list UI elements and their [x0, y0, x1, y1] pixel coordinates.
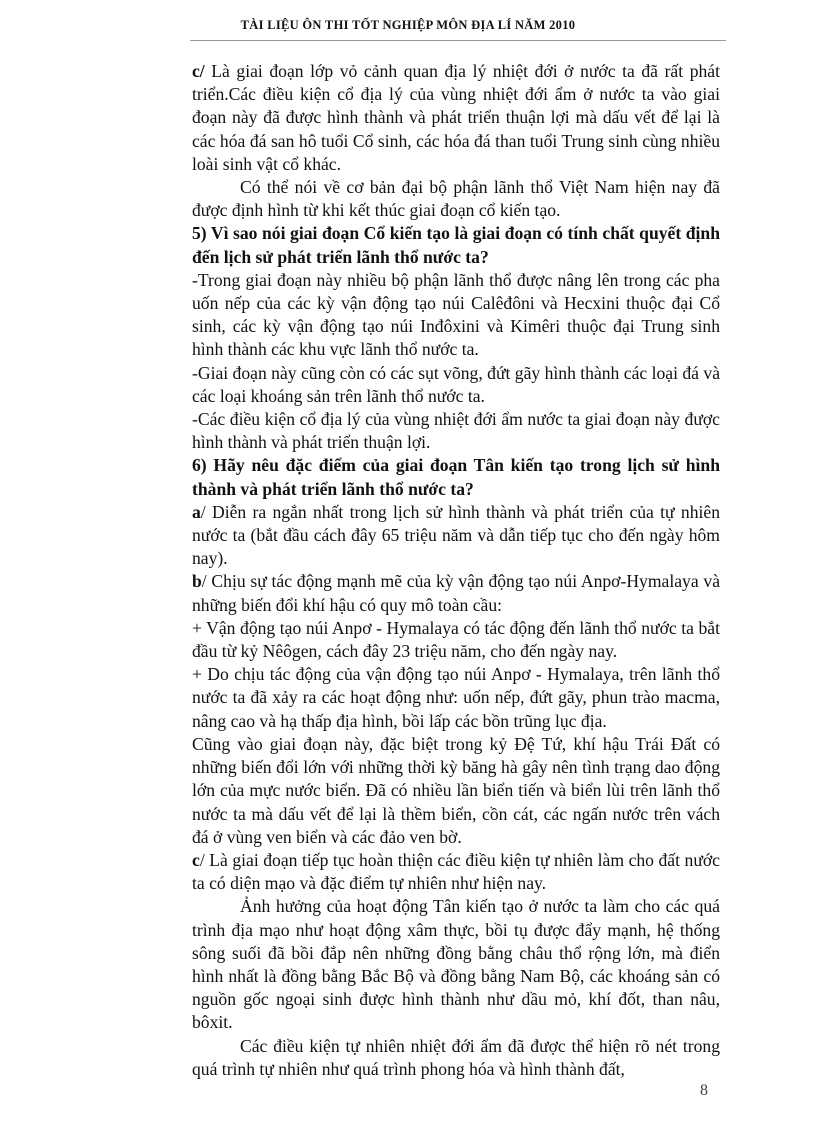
paragraph-natural-conditions: Các điều kiện tự nhiên nhiệt đới ẩm đã được thể hiện rõ nét trong quá trình tự nhiên như quá trình phong hóa và hình thành đất,	[192, 1035, 720, 1079]
question-6-point-b-2: + Do chịu tác động của vận động tạo núi Anpơ - Hymalaya, trên lãnh thổ nước ta đã xảy ra các hoạt động như: uốn nếp, đứt gãy, phun trào macma, nâng cao và hạ thấp địa hình, bồi lấp các bồn trũng lục địa.	[192, 664, 720, 731]
question-5-answer-3: -Các điều kiện cổ địa lý của vùng nhiệt đới ẩm nước ta giai đoạn này được hình thành và phát triển thuận lợi.	[192, 409, 720, 453]
point-c-text: / Là giai đoạn tiếp tục hoàn thiện các điều kiện tự nhiên làm cho đất nước ta có diện mạo và đặc điểm tự nhiên như hiện nay.	[192, 849, 720, 894]
question-6-heading: 6) Hãy nêu đặc điểm của giai đoạn Tân kiến tạo trong lịch sử hình thành và phát triển lãnh thổ nước ta?	[192, 455, 720, 499]
question-6-point-c	[192, 849, 720, 895]
question-5-heading: 5) Vì sao nói giai đoạn Cổ kiến tạo là giai đoạn có tính chất quyết định đến lịch sử phát triển lãnh thổ nước ta?	[192, 223, 720, 267]
page-number: 8	[700, 1082, 708, 1099]
paragraph-c-stage	[192, 60, 720, 176]
page-header-title: TÀI LIỆU ÔN THI TỐT NGHIỆP MÔN ĐỊA LÍ NĂM 2010	[240, 18, 576, 32]
document-body	[192, 60, 720, 1081]
point-b-text: / Chịu sự tác động mạnh mẽ của kỳ vận động tạo núi Anpơ-Hymalaya và những biến đổi khí hậu có quy mô toàn cầu:	[192, 571, 720, 615]
question-5-answer-1: -Trong giai đoạn này nhiều bộ phận lãnh thổ được nâng lên trong các pha uốn nếp của các kỳ vận động tạo núi Calêđôni và Hecxini thuộc đại Cổ sinh, các kỳ vận động tạo núi Inđôxini và Kimêri thuộc đại Trung sinh hình thành các khu vực lãnh thổ nước ta.	[192, 269, 720, 360]
header-divider	[190, 40, 726, 41]
question-6-point-b	[192, 570, 720, 616]
question-5-answer-2: -Giai đoạn này cũng còn có các sụt võng, đứt gãy hình thành các loại đá và các loại khoáng sản trên lãnh thổ nước ta.	[192, 362, 720, 406]
paragraph-summary: Có thể nói về cơ bản đại bộ phận lãnh thổ Việt Nam hiện nay đã được định hình từ khi kết thúc giai đoạn cổ kiến tạo.	[192, 177, 720, 221]
paragraph-tectonic-impact: Ảnh hưởng của hoạt động Tân kiến tạo ở nước ta làm cho các quá trình địa mạo như hoạt động xâm thực, bồi tụ được đẩy mạnh, hệ thống sông suối đã bồi đắp nên những đồng bằng châu thổ rộng lớn, mà điển hình nhất là đồng bằng Bắc Bộ và đồng bằng Nam Bộ, các khoáng sản có nguồn gốc ngoại sinh được hình thành như dầu mỏ, khí đốt, than nâu, bôxit.	[192, 896, 720, 1033]
label-c: c/	[192, 61, 205, 81]
question-6-point-b-1: + Vận động tạo núi Anpơ - Hymalaya có tác động đến lãnh thổ nước ta bắt đầu từ kỷ Nêôgen, cách đây 23 triệu năm, cho đến ngày nay.	[192, 617, 720, 662]
label-b: b	[192, 571, 202, 592]
paragraph-c-text: Là giai đoạn lớp vỏ cảnh quan địa lý nhiệt đới ở nước ta đã rất phát triển.Các điều kiện cổ địa lý của vùng nhiệt đới ẩm ở nước ta vào giai đoạn này đã được hình thành và phát triển thuận lợi mà dấu vết để lại là các hóa đá san hô tuổi Cổ sinh, các hóa đá than tuổi Trung sinh cùng nhiều loài sinh vật cổ khác.	[192, 61, 720, 174]
question-6-point-a	[192, 501, 720, 571]
label-c2: c	[192, 849, 200, 870]
point-a-text: / Diễn ra ngắn nhất trong lịch sử hình thành và phát triển của tự nhiên nước ta (bắt đầu cách đây 65 triệu năm và dẫn tiếp tục cho đến ngày hôm nay).	[192, 501, 720, 569]
question-6-point-b-3: Cũng vào giai đoạn này, đặc biệt trong kỷ Đệ Tứ, khí hậu Trái Đất có những biến đổi lớn với những thời kỳ băng hà gây nên tình trạng dao động lớn của mực nước biển. Đã có nhiều lần biển tiến và biển lùi trên lãnh thổ nước ta mà dấu vết để lại là thềm biển, cồn cát, các ngấn nước trên vách đá ở vùng ven biển và các đảo ven bờ.	[192, 733, 720, 847]
label-a: a	[192, 501, 201, 522]
